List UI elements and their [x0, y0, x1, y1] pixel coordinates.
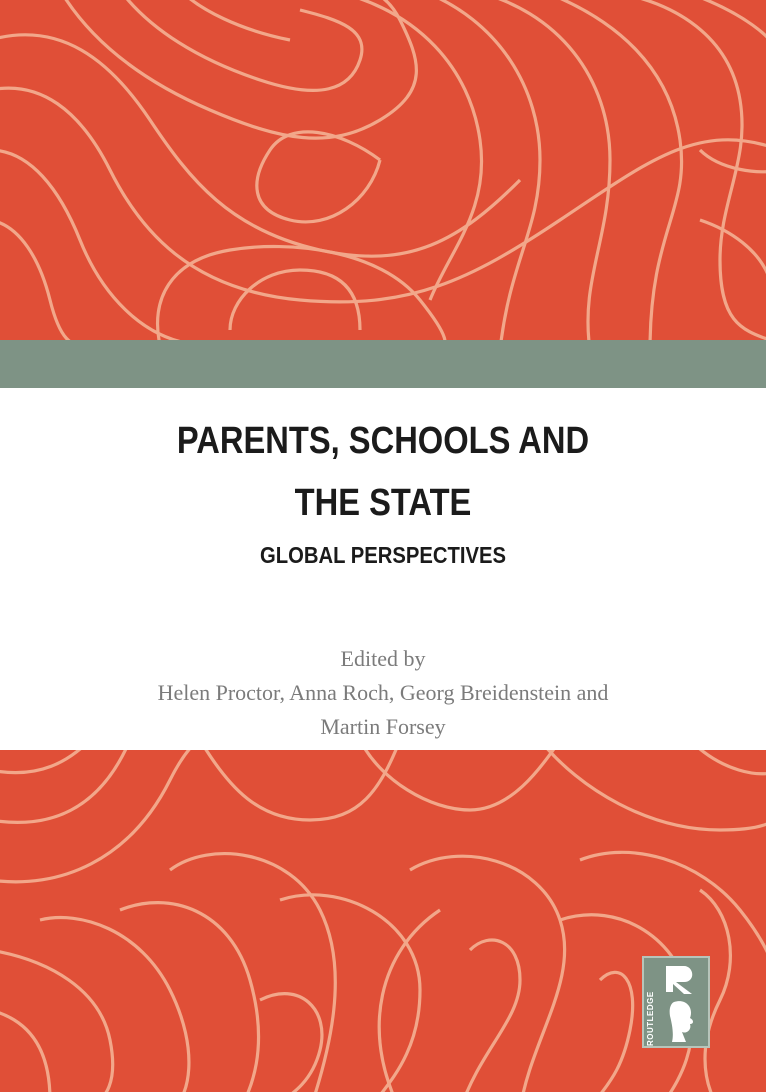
editors-line-1: Helen Proctor, Anna Roch, Georg Breidenstein and	[157, 680, 609, 705]
title-line-2: THE STATE	[294, 482, 472, 524]
book-subtitle: GLOBAL PERSPECTIVES	[260, 542, 506, 568]
edited-by-label: Edited by	[340, 646, 426, 671]
title-line-1: PARENTS, SCHOOLS AND	[176, 420, 590, 462]
routledge-logo-icon	[642, 956, 710, 1048]
editors-line-2: Martin Forsey	[320, 714, 446, 739]
routledge-r-icon	[664, 962, 704, 1044]
grey-band	[0, 340, 766, 388]
publisher-name: ROUTLEDGE	[646, 991, 655, 1046]
topographic-pattern-top	[0, 0, 766, 340]
book-title	[54, 410, 713, 534]
editors-block	[0, 642, 766, 744]
